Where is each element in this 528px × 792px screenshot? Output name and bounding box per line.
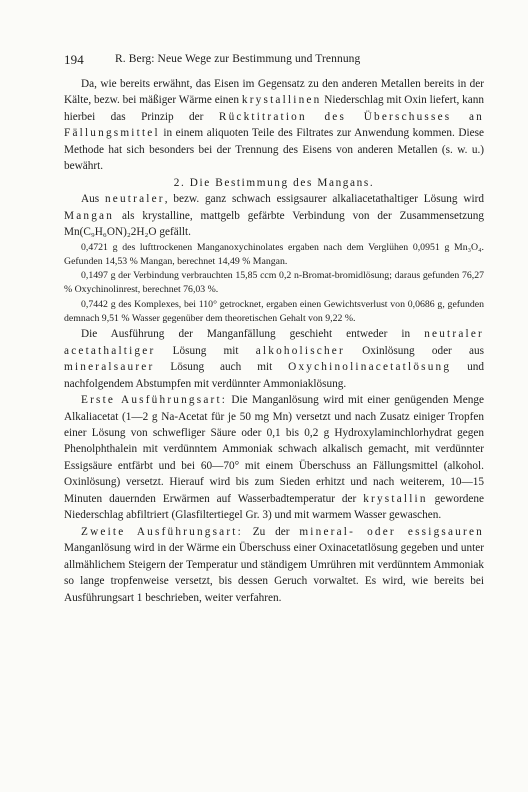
section-heading: 2. Die Bestimmung des Mangans.: [173, 176, 375, 189]
page-header: [64, 52, 484, 68]
paragraph-procedure-overview: [64, 326, 484, 392]
page-number: 194: [64, 52, 84, 67]
text-run: Aus: [81, 193, 105, 206]
analysis-note-bromate: 0,1497 g der Verbindung verbrauchten 15,85 ccm 0,2 n-Bromat-bromidlösung; daraus gefunden 76,27 % Oxychinolinrest, berechnet 76,03 %.: [64, 270, 484, 296]
paragraph-first-method: [64, 392, 484, 524]
spaced-emphasis: krystallinen: [241, 94, 322, 107]
spaced-emphasis: Rücktitration des Überschusses an Fällungsmittel: [64, 110, 484, 140]
spaced-emphasis: neutraler acetathaltiger: [64, 328, 484, 357]
text-run: , bezw. ganz schwach essigsaurer alkaliacetathaltiger Lösung wird: [164, 193, 484, 206]
text-run: Die Ausführung der Manganfällung geschieht entweder in: [81, 328, 425, 341]
text-run: und nachfolgendem Abstumpfen mit verdünnter Ammoniaklösung.: [64, 361, 484, 390]
spaced-emphasis: krystallin: [363, 492, 428, 505]
text-run: Niederschlag mit Oxin liefert, kann hierbei das Prinzip der: [64, 94, 485, 123]
spaced-emphasis: mineral- oder essigsauren: [299, 525, 484, 538]
paragraph-iron-back-titration: [64, 76, 484, 175]
article-body: [64, 76, 484, 606]
running-title: R. Berg: Neue Wege zur Bestimmung und Trennung: [115, 53, 361, 65]
chemical-formula: Mn(C₉H₆ON)₂2H₂O: [64, 226, 157, 239]
paragraph-manganese-precipitation: [64, 191, 484, 240]
text-run: als krystalline, mattgelb gefärbte Verbindung von der Zusammensetzung: [114, 209, 484, 222]
text-run: Oxinlösung oder aus: [344, 344, 484, 357]
spaced-emphasis: neutraler: [104, 193, 165, 206]
text-run: Die Manganlösung wird mit einer genügenden Menge Alkaliacetat (1—2 g Na-Acetat für je 50 mg Mn) versetzt und nach Zusatz einiger Tropfen einer Lösung von schwefliger Säure oder 0,1 bis 0,2 g Hydroxylaminchlorhydrat gegen Phenolphthalein mit verdünntem Ammoniak schwach alkalisch gemacht, mit verdünnter Essigsäure entfärbt und bei 60—70° mit einem Überschuss an Fällungsmittel (alkohol. Oxinlösung) versetzt. Hierauf wird bis zum Sieden erhitzt und nach weiterem, 10—15 Minuten dauernden Erwärmen auf Wasserbadtemperatur der: [64, 394, 484, 505]
spaced-emphasis: alkoholischer: [255, 344, 345, 357]
text-run: gefällt.: [156, 226, 191, 239]
analysis-note-ignition: 0,4721 g des lufttrockenen Manganoxychinolates ergaben nach dem Verglühen 0,0951 g Mn₃O₄. Gefunden 14,53 % Mangan, berechnet 14,49 % Mangan.: [64, 241, 484, 267]
analysis-note-water: 0,7442 g des Komplexes, bei 110° getrocknet, ergaben einen Gewichtsverlust von 0,0686 g, gefunden demnach 9,51 % Wasser gegenüber dem theoretischen Gehalt von 9,22 %.: [64, 298, 484, 325]
spaced-emphasis: Erste Ausführungsart:: [81, 394, 228, 407]
text-run: Da, wie bereits erwähnt, das Eisen im Gegensatz zu den anderen Metallen bereits in der Kälte, bezw. bei mäßiger Wärme einen: [64, 78, 484, 107]
spaced-emphasis: Mangan: [64, 209, 115, 222]
text-run: gewordene Niederschlag abfiltriert (Glasfiltertiegel Gr. 3) und mit warmem Wasser gewaschen.: [64, 492, 484, 522]
spaced-emphasis: Oxychinolinacetatlösung: [288, 361, 452, 374]
text-run: Lösung mit: [155, 344, 256, 357]
text-run: Manganlösung wird in der Wärme ein Überschuss einer Oxinacetatlösung gegeben und unter allmählichem Steigern der Temperatur und ständigem Umrühren mit verdünntem Ammoniak so lange tropfenweise versetzt, bis dessen Geruch vorwaltet. Es wird, wie bereits bei Ausführungsart 1 beschrieben, weiter verfahren.: [64, 542, 484, 604]
spaced-emphasis: Zweite Ausführungsart:: [81, 525, 243, 538]
spaced-emphasis: mineralsaurer: [64, 361, 155, 374]
paragraph-second-method: [64, 524, 484, 606]
text-run: in einem aliquoten Teile des Filtrates zur Anwendung kommen. Diese Methode hat sich besonders bei der Trennung des Eisens von anderen Metallen (s. w. u.) bewährt.: [64, 127, 484, 173]
text-run: Zu der: [242, 525, 300, 538]
text-run: Lösung auch mit: [154, 361, 289, 374]
